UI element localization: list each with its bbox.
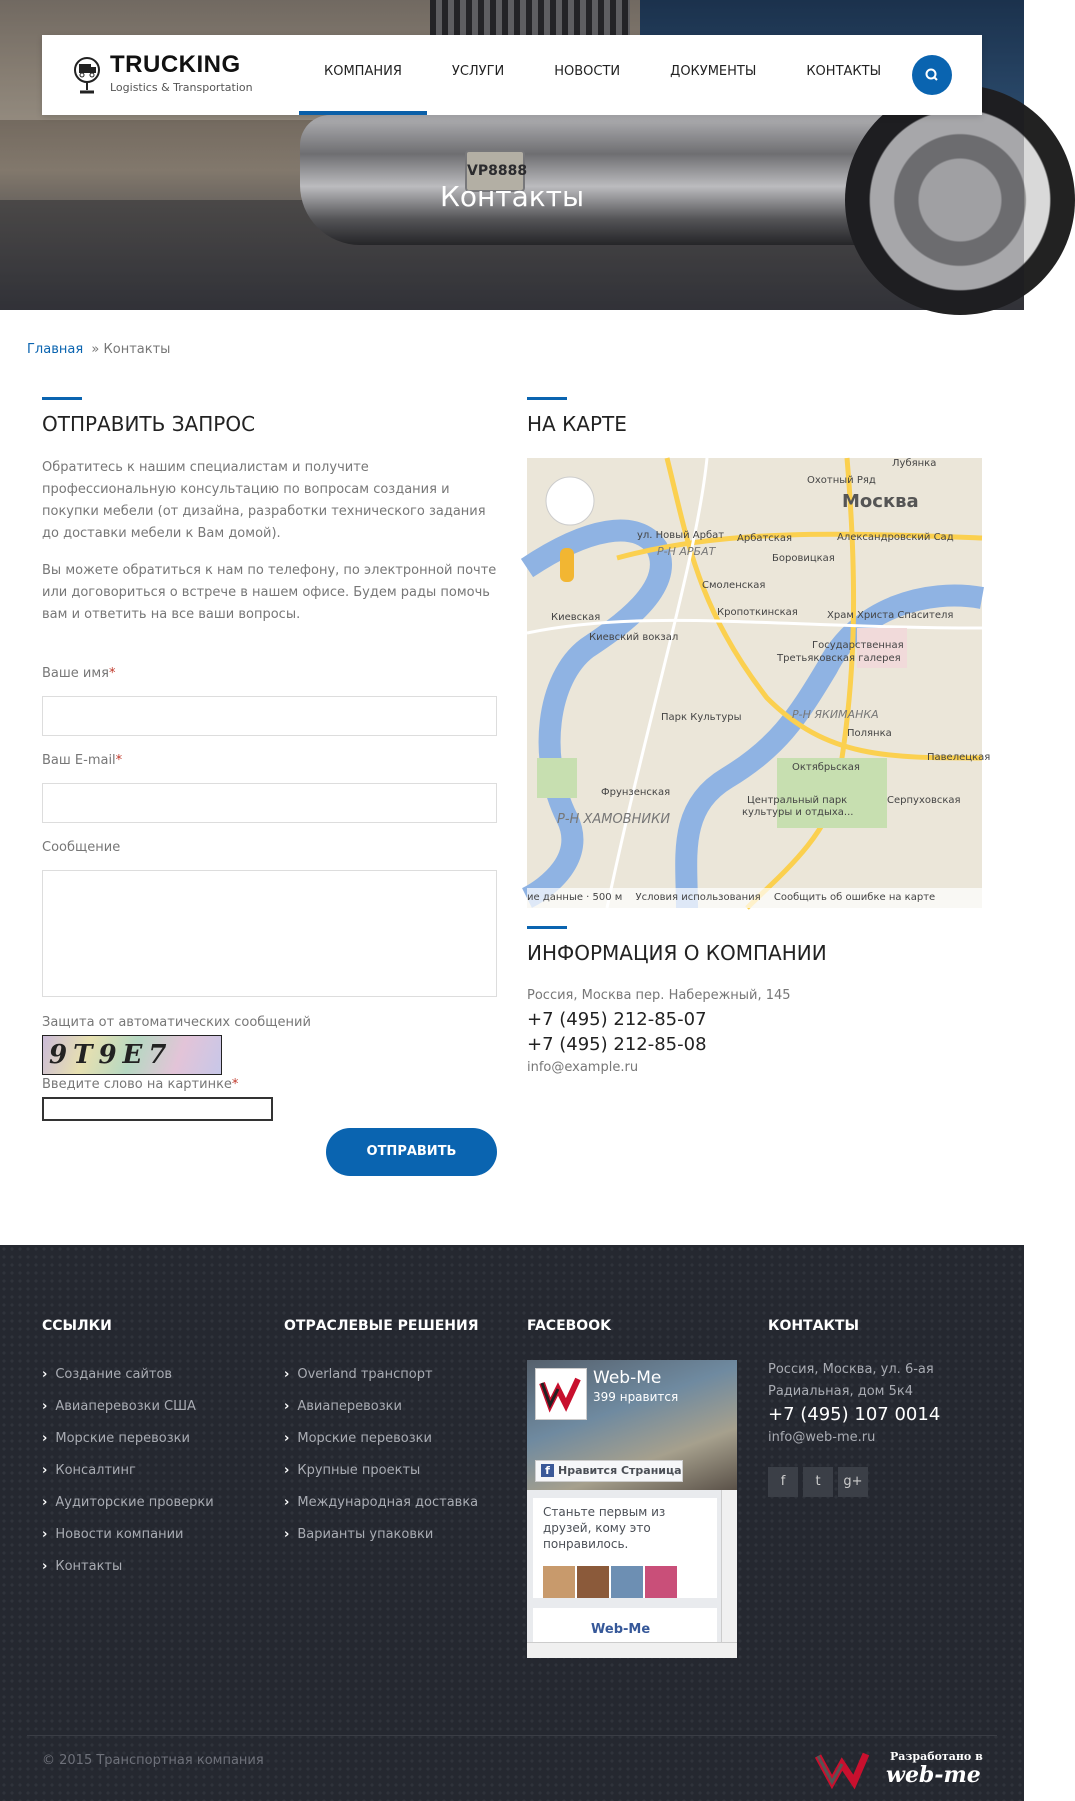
heading-accent-bar (527, 397, 567, 400)
developed-by-label: Разработано в (890, 1750, 983, 1763)
map-canvas (527, 458, 991, 908)
google-map[interactable] (527, 458, 991, 908)
google-plus-icon[interactable]: g+ (838, 1467, 868, 1497)
name-label (42, 666, 116, 681)
svg-text:Александровский Сад: Александровский Сад (837, 532, 954, 543)
request-paragraph-2: Вы можете обратиться к нам по телефону, по электронной почте или договориться о встрече в нашем офисе. Будем рады помочь вам и ответить на все ваши вопросы. (42, 563, 497, 622)
footer-link[interactable]: › Аудиторские проверки (42, 1495, 214, 1510)
captcha-input[interactable] (42, 1097, 273, 1121)
svg-text:Третьяковская галерея: Третьяковская галерея (777, 653, 901, 664)
svg-text:Боровицкая: Боровицкая (772, 553, 835, 564)
captcha-input-label (42, 1077, 238, 1092)
footer-divider (27, 1735, 997, 1736)
site-footer (0, 1245, 1024, 1801)
company-title: ИНФОРМАЦИЯ О КОМПАНИИ (527, 941, 827, 965)
page-title: Контакты (439, 180, 585, 213)
main-nav (299, 35, 906, 115)
footer-solution-link[interactable]: › Международная доставка (284, 1495, 478, 1510)
svg-text:Киевская: Киевская (551, 612, 601, 623)
fb-friends-card (533, 1498, 717, 1598)
message-label: Сообщение (42, 840, 121, 855)
heading-accent-bar (527, 926, 567, 929)
copyright: © 2015 Транспортная компания (42, 1753, 264, 1768)
fb-likes-count: 399 нравится (593, 1390, 679, 1404)
email-label-text: Ваш E-mail (42, 753, 116, 768)
svg-text:Фрунзенская: Фрунзенская (601, 787, 671, 798)
avatar[interactable] (577, 1566, 609, 1598)
search-button[interactable] (912, 55, 952, 95)
nav-item-contacts[interactable]: КОНТАКТЫ (806, 64, 882, 79)
svg-text:Серпуховская: Серпуховская (887, 795, 961, 806)
name-input[interactable] (42, 696, 497, 736)
nav-item-company[interactable]: КОМПАНИЯ (299, 35, 427, 115)
email-input[interactable] (42, 783, 497, 823)
svg-text:Государственная: Государственная (812, 640, 904, 651)
required-mark: * (231, 1077, 239, 1092)
logo[interactable] (72, 51, 252, 99)
footer-solution-link[interactable]: › Крупные проекты (284, 1463, 420, 1478)
footer-address-line-2: Радиальная, дом 5к4 (768, 1384, 914, 1399)
facebook-icon[interactable]: f (768, 1467, 798, 1497)
map-terms-link[interactable]: Условия использования (635, 892, 761, 903)
breadcrumb-home[interactable]: Главная (27, 342, 84, 357)
search-icon (912, 55, 952, 95)
svg-text:Охотный Ряд: Охотный Ряд (807, 475, 876, 486)
footer-solution-link[interactable]: › Overland транспорт (284, 1367, 433, 1382)
footer-contacts-title: КОНТАКТЫ (768, 1318, 859, 1334)
webme-logo-icon (536, 1369, 586, 1419)
request-title: ОТПРАВИТЬ ЗАПРОС (42, 412, 256, 436)
footer-solution-link[interactable]: › Авиаперевозки (284, 1399, 402, 1414)
map-section-heading (527, 397, 627, 436)
footer-link[interactable]: › Консалтинг (42, 1463, 136, 1478)
svg-text:Лубянка: Лубянка (892, 458, 937, 469)
site-header (42, 35, 982, 115)
fb-vertical-scrollbar[interactable] (721, 1490, 737, 1658)
heading-accent-bar (42, 397, 82, 400)
email-label (42, 753, 122, 768)
svg-text:Смоленская: Смоленская (702, 580, 766, 591)
facebook-widget (527, 1360, 737, 1658)
footer-solution-link[interactable]: › Морские перевозки (284, 1431, 432, 1446)
company-phone-1[interactable]: +7 (495) 212-85-07 (527, 1009, 707, 1030)
fb-page-logo[interactable] (535, 1368, 587, 1420)
captcha-image: 9T9E7 (42, 1035, 222, 1075)
company-email[interactable]: info@example.ru (527, 1060, 639, 1075)
fb-friends-text: Станьте первым из друзей, кому это понравилось. (543, 1505, 666, 1551)
captcha-label: Защита от автоматических сообщений (42, 1015, 311, 1030)
footer-facebook-title: FACEBOOK (527, 1318, 611, 1334)
request-section-heading (42, 397, 255, 436)
svg-text:ул. Новый Арбат: ул. Новый Арбат (637, 530, 725, 541)
svg-text:Арбатская: Арбатская (737, 533, 792, 544)
request-paragraph-1: Обратитесь к нашим специалистам и получите профессиональную консультацию по вопросам создания и покупки мебели (от дизайна, разработки технического задания до доставки мебели к Вам домой). (42, 460, 486, 541)
map-title: НА КАРТЕ (527, 412, 627, 436)
footer-solutions-title: ОТРАСЛЕВЫЕ РЕШЕНИЯ (284, 1318, 479, 1334)
developer-logo[interactable] (818, 1748, 983, 1788)
footer-email[interactable]: info@web-me.ru (768, 1430, 876, 1445)
fb-friend-faces (543, 1566, 677, 1598)
fb-post-title[interactable]: Web-Me (591, 1622, 651, 1637)
svg-text:Москва: Москва (842, 491, 919, 512)
footer-links-title: ССЫЛКИ (42, 1318, 112, 1334)
message-textarea[interactable] (42, 870, 497, 997)
company-section-heading (527, 926, 827, 965)
footer-link[interactable]: › Создание сайтов (42, 1367, 172, 1382)
svg-text:Р-Н ХАМОВНИКИ: Р-Н ХАМОВНИКИ (557, 812, 671, 827)
company-address: Россия, Москва пер. Набережный, 145 (527, 988, 791, 1003)
footer-link[interactable]: › Новости компании (42, 1527, 183, 1542)
breadcrumb (27, 342, 170, 357)
nav-item-documents[interactable]: ДОКУМЕНТЫ (670, 64, 757, 79)
footer-phone[interactable]: +7 (495) 107 0014 (768, 1404, 941, 1425)
svg-text:культуры и отдыха...: культуры и отдыха... (742, 807, 854, 818)
required-mark: * (109, 666, 116, 681)
map-data-label: ие данные · 500 м (527, 892, 623, 903)
svg-text:Полянка: Полянка (847, 728, 892, 739)
breadcrumb-separator: » (91, 342, 100, 357)
company-phone-2[interactable]: +7 (495) 212-85-08 (527, 1034, 707, 1055)
svg-text:Центральный парк: Центральный парк (747, 795, 848, 806)
svg-text:Октябрьская: Октябрьская (792, 762, 860, 773)
svg-text:Павелецкая: Павелецкая (927, 752, 991, 763)
avatar[interactable] (645, 1566, 677, 1598)
twitter-icon[interactable]: t (803, 1467, 833, 1497)
svg-text:Р-Н ЯКИМАНКА: Р-Н ЯКИМАНКА (792, 708, 879, 721)
license-plate: VP8888 (465, 150, 525, 192)
footer-link[interactable]: › Авиаперевозки США (42, 1399, 196, 1414)
submit-button[interactable]: ОТПРАВИТЬ (326, 1128, 497, 1176)
svg-text:Киевский вокзал: Киевский вокзал (589, 632, 679, 643)
svg-text:Храм Христа Спасителя: Храм Христа Спасителя (827, 610, 954, 621)
fb-page-name[interactable]: Web-Me (593, 1368, 662, 1388)
fb-feed (527, 1490, 737, 1658)
footer-solution-link[interactable]: › Варианты упаковки (284, 1527, 433, 1542)
svg-text:Р-Н АРБАТ: Р-Н АРБАТ (657, 545, 716, 558)
nav-item-services[interactable]: УСЛУГИ (451, 64, 505, 79)
nav-item-news[interactable]: НОВОСТИ (554, 64, 621, 79)
name-label-text: Ваше имя (42, 666, 109, 681)
captcha-input-label-text: Введите слово на картинке (42, 1077, 232, 1092)
footer-address-line-1: Россия, Москва, ул. 6-ая (768, 1362, 934, 1377)
required-mark: * (115, 753, 123, 768)
footer-link[interactable]: › Контакты (42, 1559, 122, 1574)
avatar[interactable] (543, 1566, 575, 1598)
logo-title: TRUCKING (110, 51, 241, 78)
footer-link[interactable]: › Морские перевозки (42, 1431, 190, 1446)
map-footer (527, 888, 982, 908)
fb-horizontal-scrollbar[interactable] (527, 1642, 737, 1658)
fb-like-button[interactable]: f Нравится Страница (535, 1460, 683, 1482)
developer-name: web-me (886, 1762, 981, 1788)
avatar[interactable] (611, 1566, 643, 1598)
map-report-link[interactable]: Сообщить об ошибке на карте (773, 892, 936, 903)
breadcrumb-current: Контакты (103, 342, 171, 357)
svg-text:Кропоткинская: Кропоткинская (717, 607, 798, 618)
svg-text:Парк Культуры: Парк Культуры (661, 712, 742, 723)
logo-subtitle: Logistics & Transportation (110, 81, 253, 94)
truck-globe-icon (72, 55, 102, 95)
